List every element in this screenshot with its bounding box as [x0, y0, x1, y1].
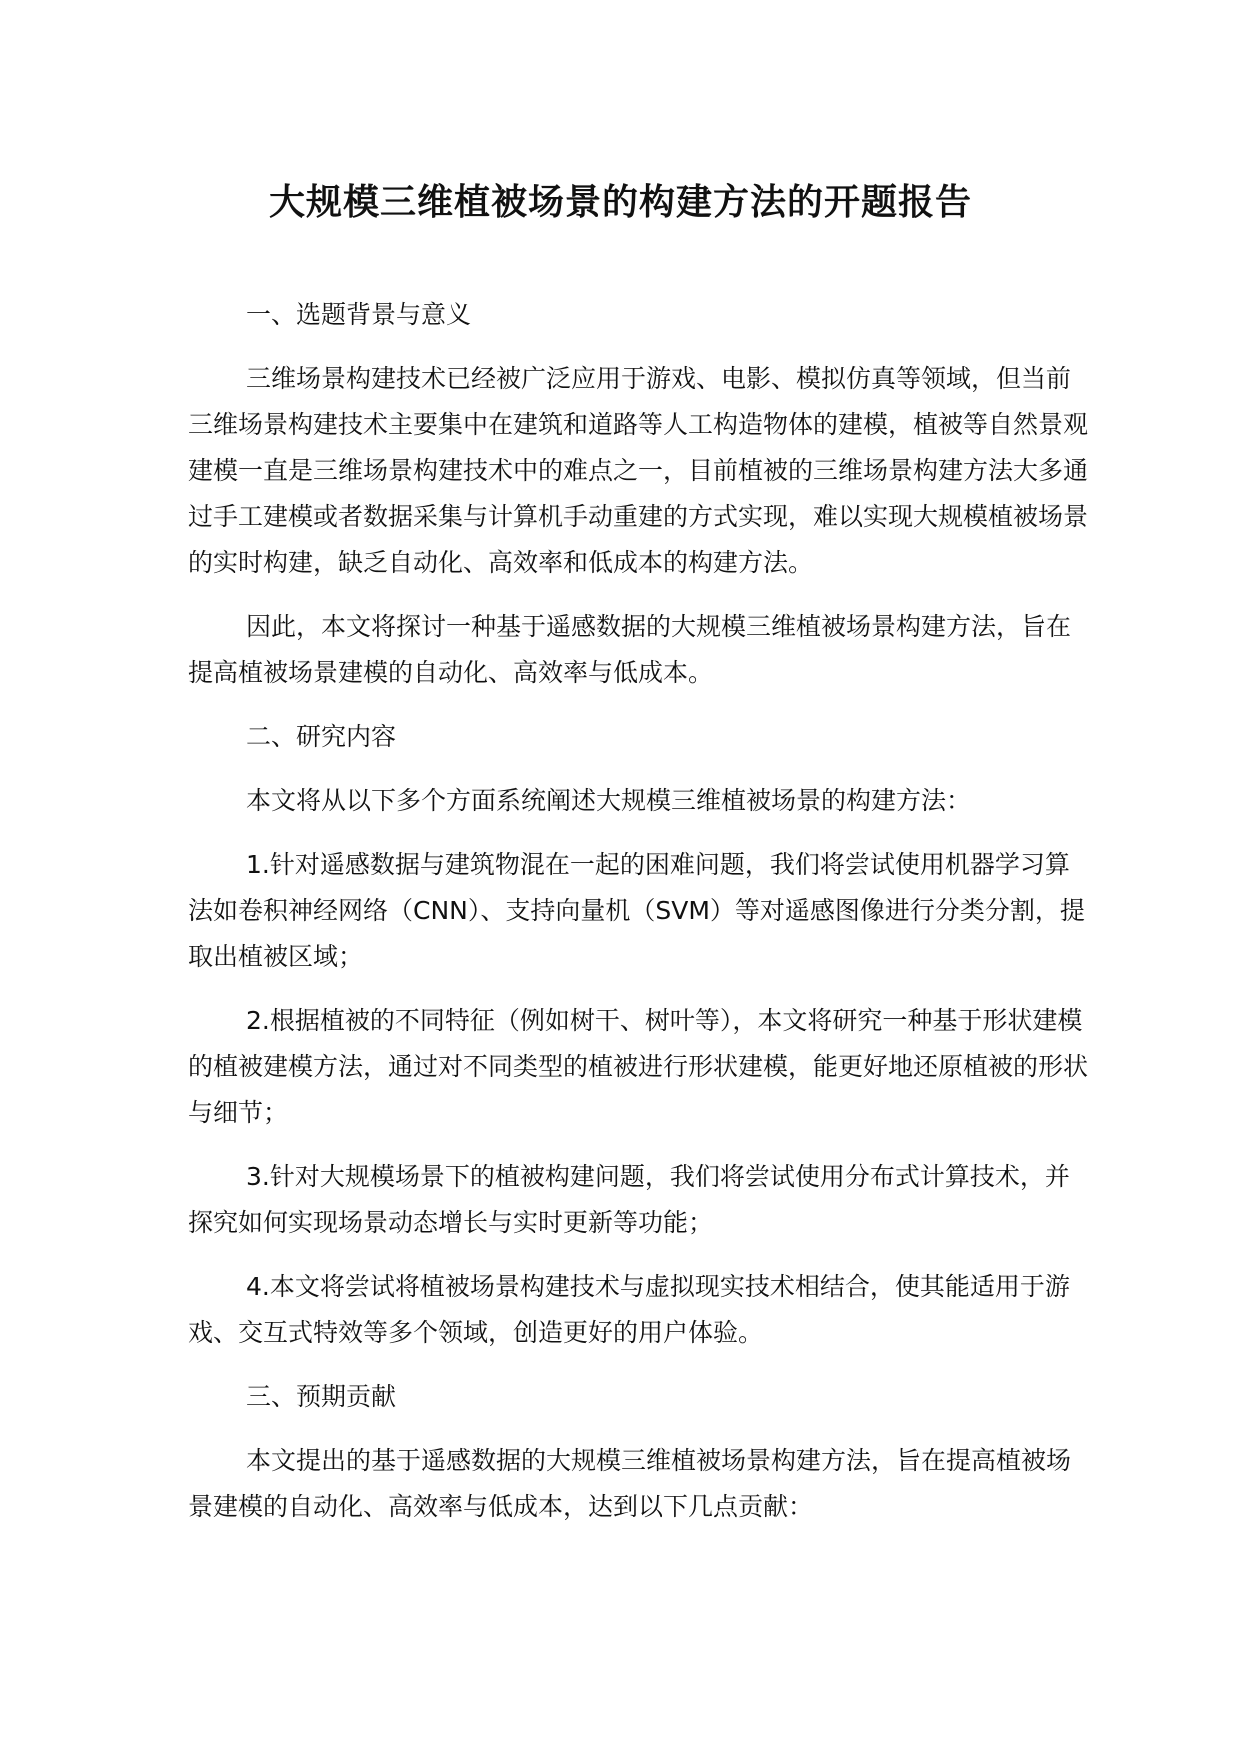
paragraph: 三维场景构建技术已经被广泛应用于游戏、电影、模拟仿真等领域，但当前三维场景构建技术主要集中在建筑和道路等人工构造物体的建模，植被等自然景观建模一直是三维场景构建技术中的难点之一，目前植被的三维场景构建方法大多通过手工建模或者数据采集与计算机手动重建的方式实现，难以实现大规模植被场景的实时构建，缺乏自动化、高效率和低成本的构建方法。 [188, 364, 1089, 577]
document-body [188, 292, 1088, 1548]
document-title: 大规模三维植被场景的构建方法的开题报告 [268, 182, 972, 223]
list-item: 2.根据植被的不同特征（例如树干、树叶等），本文将研究一种基于形状建模的植被建模方法，通过对不同类型的植被进行形状建模，能更好地还原植被的形状与细节； [188, 1006, 1089, 1127]
paragraph: 本文将从以下多个方面系统阐述大规模三维植被场景的构建方法： [246, 786, 972, 815]
section-heading: 二、研究内容 [246, 722, 397, 751]
section-heading: 一、选题背景与意义 [246, 300, 472, 329]
paragraph: 因此，本文将探讨一种基于遥感数据的大规模三维植被场景构建方法，旨在提高植被场景建模的自动化、高效率与低成本。 [188, 612, 1072, 687]
paragraph: 本文提出的基于遥感数据的大规模三维植被场景构建方法，旨在提高植被场景建模的自动化、高效率与低成本，达到以下几点贡献： [188, 1446, 1072, 1521]
section-heading: 三、预期贡献 [246, 1382, 397, 1411]
list-item: 4.本文将尝试将植被场景构建技术与虚拟现实技术相结合，使其能适用于游戏、交互式特效等多个领域，创造更好的用户体验。 [188, 1272, 1070, 1347]
list-item: 1.针对遥感数据与建筑物混在一起的困难问题，我们将尝试使用机器学习算法如卷积神经网络（CNN）、支持向量机（SVM）等对遥感图像进行分类分割，提取出植被区域； [188, 850, 1085, 971]
list-item: 3.针对大规模场景下的植被构建问题，我们将尝试使用分布式计算技术，并探究如何实现场景动态增长与实时更新等功能； [188, 1162, 1070, 1237]
